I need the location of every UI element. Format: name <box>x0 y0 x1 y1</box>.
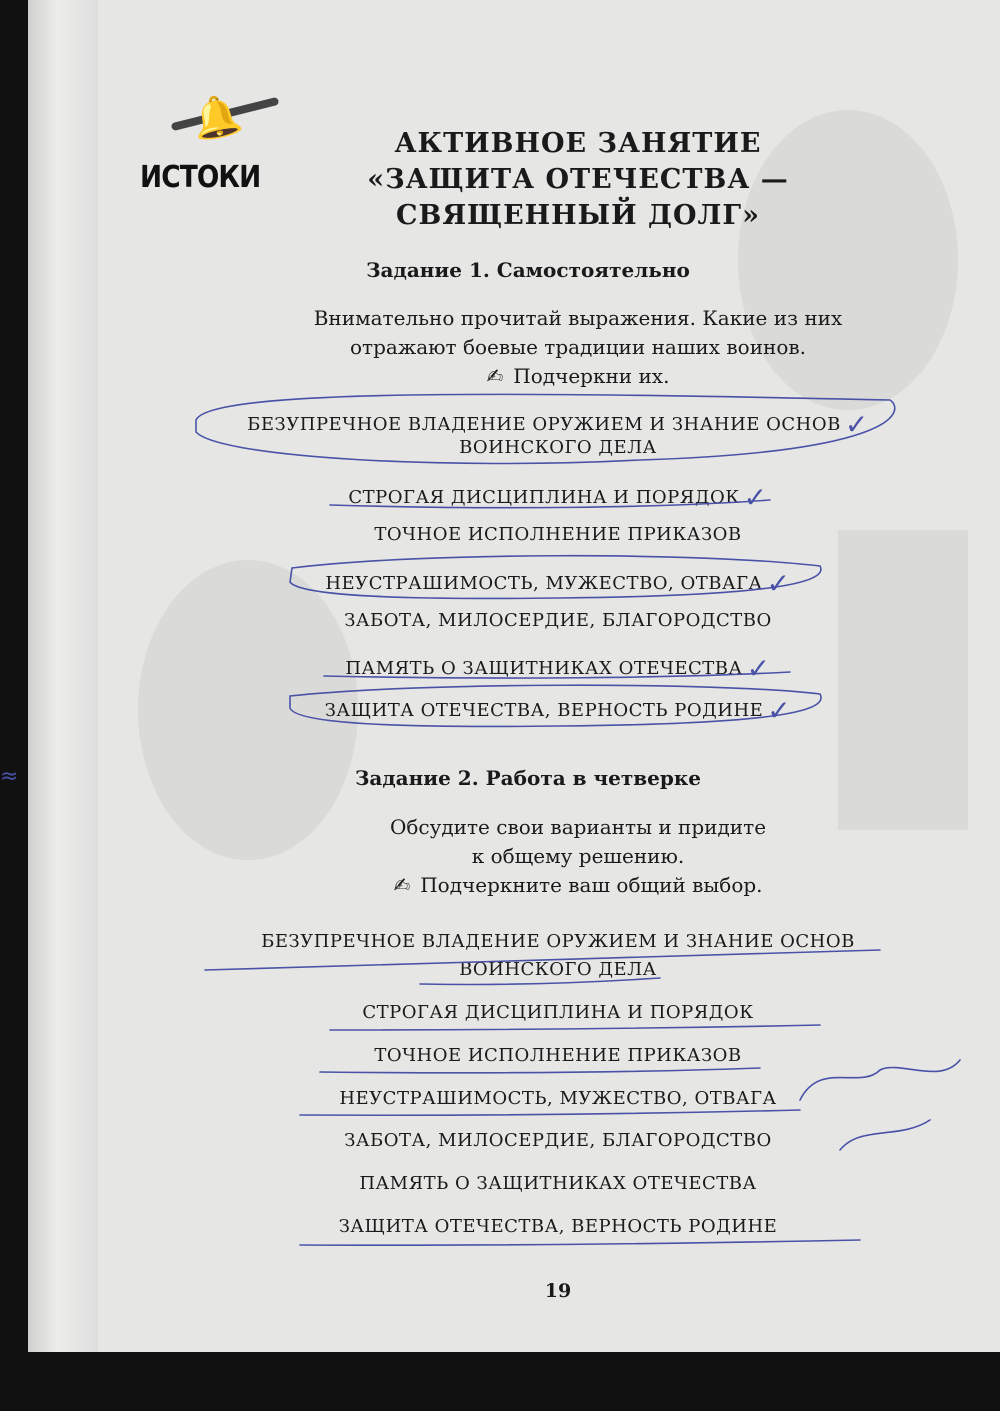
underline-task2-item-1-line-2 <box>420 978 660 985</box>
task2-item-2[interactable]: СТРОГАЯ ДИСЦИПЛИНА И ПОРЯДОК <box>362 1002 754 1023</box>
check-mark-icon: ✓ <box>844 408 869 441</box>
underline-task1-item-6 <box>324 672 790 678</box>
title-line-1: АКТИВНОЕ ЗАНЯТИЕ <box>394 128 762 159</box>
underline-task1-item-2 <box>330 500 770 508</box>
task2-instruction-line-3: Подчеркните ваш общий выбор. <box>420 873 763 897</box>
bell-icon: 🔔 <box>187 90 247 146</box>
task1-title: Задание 1. Самостоятельно <box>366 258 690 282</box>
task1-item-2-text: СТРОГАЯ ДИСЦИПЛИНА И ПОРЯДОК <box>348 487 740 508</box>
scribble-right-1 <box>800 1060 960 1100</box>
circle-task1-item-4 <box>290 556 821 599</box>
underline-task2-item-7 <box>300 1240 860 1245</box>
check-mark-icon: ✓ <box>766 567 791 600</box>
underline-task2-item-2 <box>330 1025 820 1030</box>
task1-instruction-line-2: отражают боевые традиции наших воинов. <box>349 335 807 359</box>
task2-item-3[interactable]: ТОЧНОЕ ИСПОЛНЕНИЕ ПРИКАЗОВ <box>374 1045 742 1066</box>
circle-task1-item-7 <box>290 685 821 726</box>
task1-item-6-text: ПАМЯТЬ О ЗАЩИТНИКАХ ОТЕЧЕСТВА <box>345 658 743 679</box>
task2-item-1-line-2[interactable]: ВОИНСКОГО ДЕЛА <box>459 959 657 980</box>
task1-item-1-text: БЕЗУПРЕЧНОЕ ВЛАДЕНИЕ ОРУЖИЕМ И ЗНАНИЕ ОСНОВ <box>247 414 841 435</box>
task1-item-3[interactable]: ТОЧНОЕ ИСПОЛНЕНИЕ ПРИКАЗОВ <box>374 524 742 545</box>
task2-title: Задание 2. Работа в четверке <box>354 766 702 790</box>
title-line-2: «ЗАЩИТА ОТЕЧЕСТВА — <box>367 164 789 195</box>
logo-text: ИСТОКИ <box>140 160 261 195</box>
underline-task2-item-3 <box>320 1068 760 1073</box>
pencil-icon: ✍ <box>393 873 411 897</box>
task2-instruction-line-2: к общему решению. <box>471 844 685 868</box>
task2-item-4[interactable]: НЕУСТРАШИМОСТЬ, МУЖЕСТВО, ОТВАГА <box>339 1088 777 1109</box>
margin-ink-mark: ≈ <box>0 764 19 789</box>
underline-task2-item-4 <box>300 1110 800 1115</box>
task1-item-5[interactable]: ЗАБОТА, МИЛОСЕРДИЕ, БЛАГОРОДСТВО <box>344 610 772 631</box>
task1-instruction-line-3: Подчеркни их. <box>513 364 670 388</box>
check-mark-icon: ✓ <box>767 694 792 727</box>
task1-instruction-line-1: Внимательно прочитай выражения. Какие из них <box>313 306 843 330</box>
task1-item-1-line-2[interactable]: ВОИНСКОГО ДЕЛА <box>459 437 657 458</box>
title-line-3: СВЯЩЕННЫЙ ДОЛГ» <box>396 200 760 231</box>
pencil-icon: ✍ <box>486 364 504 388</box>
circle-task1-item-1 <box>196 394 895 463</box>
task1-item-7-text: ЗАЩИТА ОТЕЧЕСТВА, ВЕРНОСТЬ РОДИНЕ <box>324 700 764 721</box>
task2-item-7[interactable]: ЗАЩИТА ОТЕЧЕСТВА, ВЕРНОСТЬ РОДИНЕ <box>338 1216 778 1237</box>
check-mark-icon: ✓ <box>746 652 771 685</box>
task2-item-6[interactable]: ПАМЯТЬ О ЗАЩИТНИКАХ ОТЕЧЕСТВА <box>359 1173 757 1194</box>
underline-task2-item-1 <box>205 950 880 970</box>
page-number: 19 <box>544 1280 572 1302</box>
scribble-right-2 <box>840 1120 930 1150</box>
task2-instruction-line-1: Обсудите свои варианты и придите <box>389 815 767 839</box>
task2-item-5[interactable]: ЗАБОТА, МИЛОСЕРДИЕ, БЛАГОРОДСТВО <box>344 1130 772 1151</box>
check-mark-icon: ✓ <box>743 481 768 514</box>
task2-item-1[interactable]: БЕЗУПРЕЧНОЕ ВЛАДЕНИЕ ОРУЖИЕМ И ЗНАНИЕ ОСНОВ <box>261 931 855 952</box>
task1-item-4-text: НЕУСТРАШИМОСТЬ, МУЖЕСТВО, ОТВАГА <box>325 573 763 594</box>
